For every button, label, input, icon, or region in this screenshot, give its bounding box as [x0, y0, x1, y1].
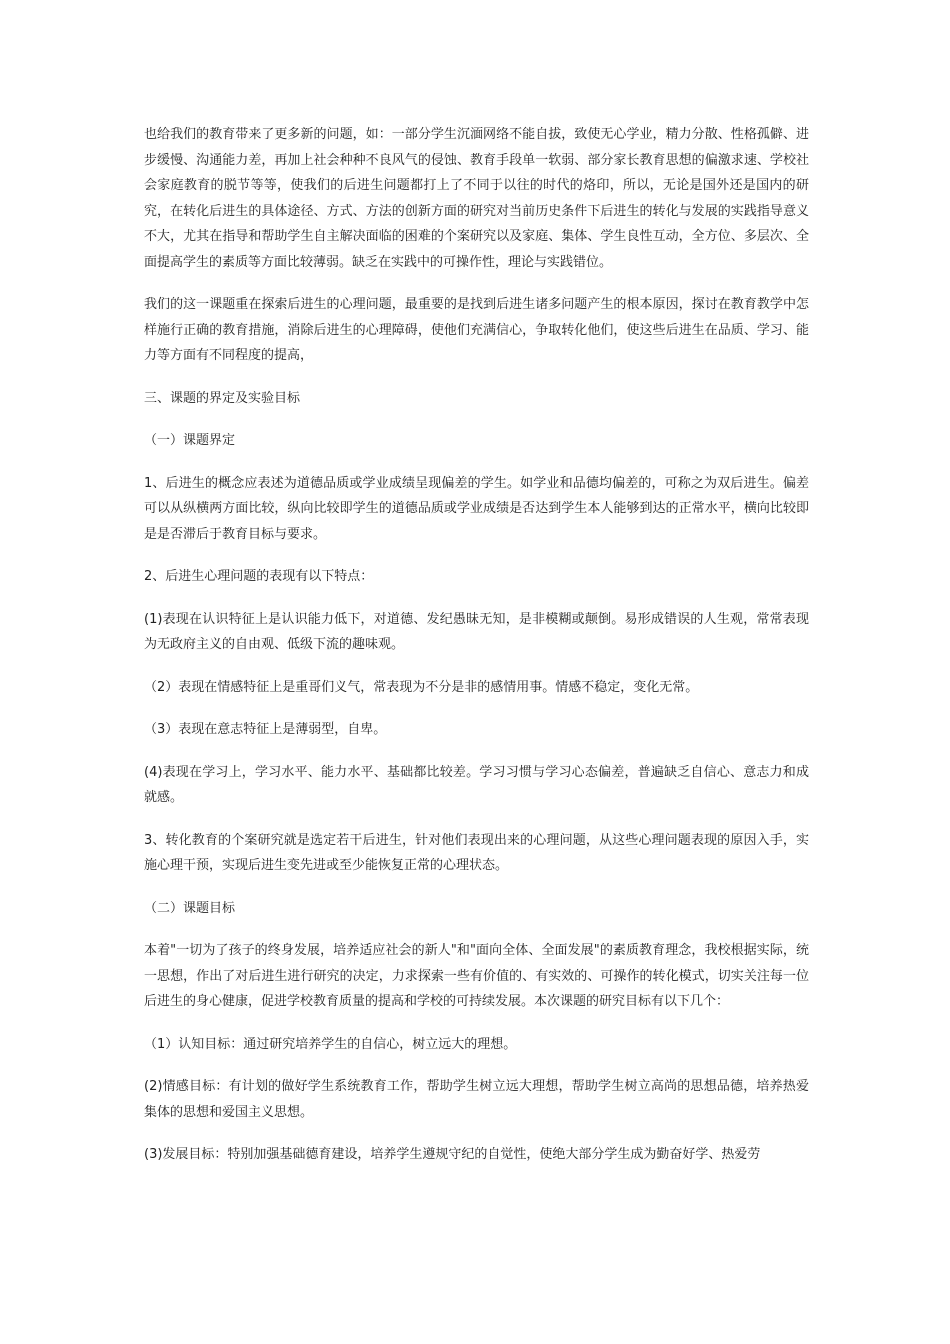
paragraph-research-focus: 我们的这一课题重在探索后进生的心理问题，最重要的是找到后进生诸多问题产生的根本原因，探讨在教育教学中怎样施行正确的教育措施，消除后进生的心理障碍，使他们充满信心，争取转化他们，使这些后进生在品质、学习、能力等方面有不同程度的提高，: [144, 297, 809, 363]
section-heading-definition-and-goals: 三、课题的界定及实验目标: [144, 390, 301, 406]
paragraph-definition-3: 3、转化教育的个案研究就是选定若干后进生，针对他们表现出来的心理问题，从这些心理问题表现的原因入手，实施心理干预，实现后进生变先进或至少能恢复正常的心理状态。: [144, 832, 809, 873]
list-item-study: (4)表现在学习上，学习水平、能力水平、基础都比较差。学习习惯与学习心态偏差，普遍缺乏自信心、意志力和成就感。: [144, 764, 809, 805]
list-item-emotion: （2）表现在情感特征上是重哥们义气，常表现为不分是非的感情用事。情感不稳定，变化无常。: [144, 679, 699, 695]
list-item-goal-cognitive: （1）认知目标：通过研究培养学生的自信心，树立远大的理想。: [144, 1036, 517, 1052]
list-item-goal-development: (3)发展目标：特别加强基础德育建设，培养学生遵规守纪的自觉性，使绝大部分学生成为勤奋好学、热爱劳: [144, 1147, 761, 1162]
list-item-will: （3）表现在意志特征上是薄弱型，自卑。: [144, 722, 387, 737]
subsection-heading-goals: （二）课题目标: [144, 900, 236, 916]
subsection-heading-definition: （一）课题界定: [144, 433, 236, 448]
list-item-cognition: (1)表现在认识特征上是认识能力低下，对道德、发纪愚昧无知，是非模糊或颠倒。易形成错误的人生观，常常表现为无政府主义的自由观、低级下流的趣味观。: [144, 611, 809, 652]
list-item-goal-emotional: (2)情感目标：有计划的做好学生系统教育工作，帮助学生树立远大理想，帮助学生树立高尚的思想品德，培养热爱集体的思想和爱国主义思想。: [144, 1079, 809, 1120]
document-body: [144, 122, 809, 1185]
paragraph-goals-intro: 本着"一切为了孩子的终身发展，培养适应社会的新人"和"面向全体、全面发展"的素质教育理念，我校根据实际，统一思想，作出了对后进生进行研究的决定，力求探索一些有价值的、有实效的、可操作的转化模式，切实关注每一位后进生的身心健康，促进学校教育质量的提高和学校的可持续发展。本次课题的研究目标有以下几个：: [144, 943, 809, 1009]
paragraph-definition-2: 2、后进生心理问题的表现有以下特点：: [144, 569, 374, 584]
paragraph-background-issues: 也给我们的教育带来了更多新的问题，如：一部分学生沉湎网络不能自拔，致使无心学业，精力分散、性格孤僻、进步缓慢、沟通能力差，再加上社会种种不良风气的侵蚀、教育手段单一软弱、部分家长教育思想的偏激求速、学校社会家庭教育的脱节等等，使我们的后进生问题都打上了不同于以往的时代的烙印，所以，无论是国外还是国内的研究，在转化后进生的具体途径、方式、方法的创新方面的研究对当前历史条件下后进生的转化与发展的实践指导意义不大，尤其在指导和帮助学生自主解决面临的困难的个案研究以及家庭、集体、学生良性互动，全方位、多层次、全面提高学生的素质等方面比较薄弱。缺乏在实践中的可操作性，理论与实践错位。: [144, 127, 809, 270]
paragraph-definition-1: 1、后进生的概念应表述为道德品质或学业成绩呈现偏差的学生。如学业和品德均偏差的，可称之为双后进生。偏差可以从纵横两方面比较，纵向比较即学生的道德品质或学业成绩是否达到学生本人能够到达的正常水平，横向比较即是是否滞后于教育目标与要求。: [144, 475, 809, 542]
